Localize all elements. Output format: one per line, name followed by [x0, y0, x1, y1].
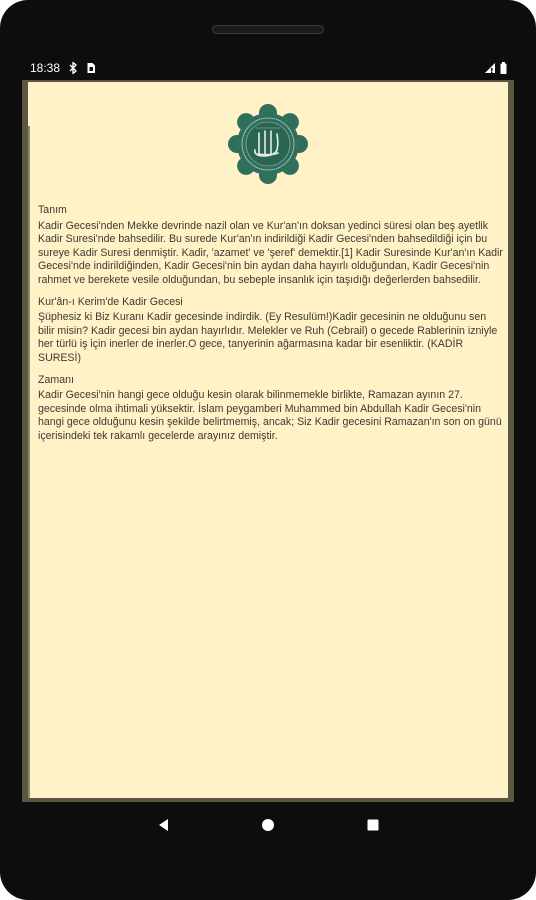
allah-calligraphy-emblem-icon [228, 104, 308, 184]
status-time: 18:38 [30, 61, 61, 75]
section-body: Kadir Gecesi'nden Mekke devrinde nazil olan ve Kur'an'ın doksan yedinci süresi olan beş ayetlik Kadir Suresi'nde bahsedilir. Bu surede Kur'an'ın indirildiği Kadir Gecesi'nden bahsedildiği için bu sureye Kadir Suresi denmiştir. Kadir, 'azamet' ve 'şeref' demektir.[1] Kadir Suresinde Kur'an'ın Kadir Gecesi'nde indirildiğinden, Kadir Gecesi'nin bin aydan daha hayırlı olduğundan, Kadir Gecesi'nin rahmet ve berekete vesile olduğundan, bu sebeple insanlık için taşıdığı değerlerden bahsedilir. [38, 219, 503, 286]
section-heading: Tanım [38, 204, 67, 216]
section-heading: Kur'ân-ı Kerim'de Kadir Gecesi [38, 295, 183, 308]
home-icon[interactable] [259, 816, 277, 834]
section-zamani [38, 374, 504, 444]
navigation-bar [0, 802, 536, 848]
battery-icon [500, 62, 507, 74]
article-page[interactable] [28, 82, 508, 798]
bluetooth-icon [68, 62, 78, 74]
article [38, 204, 504, 452]
section-heading: Zamanı [38, 373, 74, 386]
section-body: Kadir Gecesi'nin hangi gece olduğu kesin olarak bilinmemekle birlikte, Ramazan ayının 27. gecesinde olma ihtimali yüksektir. İslam peygamberi Muhammed bin Abdullah Kadir Gecesi'nin hangi gece olduğunu kesin şekilde belirtmemiş, ancak; Siz Kadir gecesini Ramazan'ın son on günü içerisindeki tek rakamlı gecelerde arayınız demiştir. [38, 389, 502, 442]
speaker-grille [212, 25, 324, 34]
back-icon[interactable] [155, 816, 173, 834]
recents-icon[interactable] [364, 816, 382, 834]
signal-icon [484, 62, 496, 74]
section-body: Şüphesiz ki Biz Kuranı Kadir gecesinde indirdik. (Ey Resulüm!)Kadir gecesinin ne olduğunu sen bilir misin? Kadir gecesi bin aydan hayırlıdır. Melekler ve Ruh (Cebrail) o gecede Rablerinin izniyle her türlü iş için inerler de inerler.O gece, tanyerinin ağarmasına kadar bir esenliktir. (KADİR SURESİ) [38, 311, 498, 364]
app-screen [22, 80, 514, 802]
status-bar [22, 58, 514, 80]
sim-card-icon [86, 62, 96, 74]
section-kuran [38, 296, 504, 366]
section-tanim [38, 204, 504, 288]
